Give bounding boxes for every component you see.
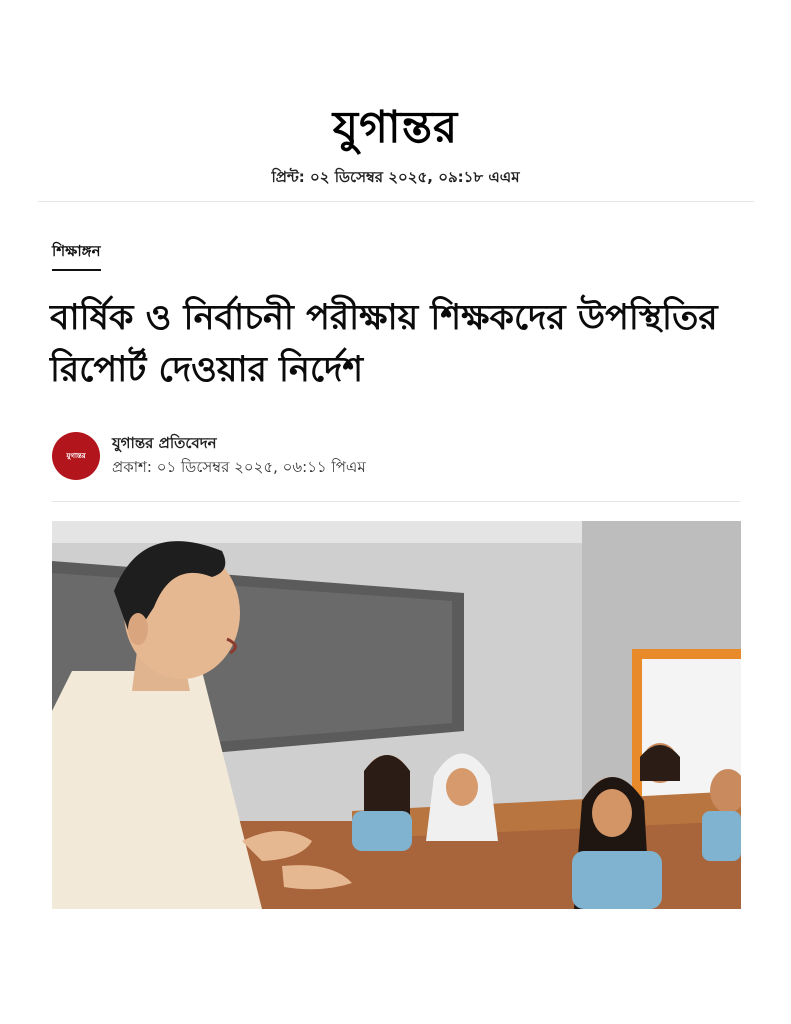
header-divider — [38, 201, 754, 202]
article-headline: বার্ষিক ও নির্বাচনী পরীক্ষায় শিক্ষকদের উপস্থিতির রিপোর্ট দেওয়ার নির্দেশ — [50, 298, 718, 390]
author-avatar — [52, 432, 100, 480]
avatar-logo-text: যুগান্তর — [66, 452, 86, 460]
byline — [52, 430, 742, 482]
article-hero-image — [52, 521, 741, 909]
site-logo[interactable]: যুগান্তর — [332, 102, 459, 153]
publish-date: প্রকাশ: ০১ ডিসেম্বর ২০২৫, ০৬:১১ পিএম — [112, 458, 366, 476]
category-link[interactable]: শিক্ষাঙ্গন — [52, 240, 101, 271]
masthead — [0, 100, 791, 156]
print-date: প্রিন্ট: ০২ ডিসেম্বর ২০২৫, ০৯:১৮ এএম — [271, 168, 520, 186]
classroom-illustration — [52, 521, 741, 909]
byline-divider — [52, 501, 740, 502]
author-name[interactable]: যুগান্তর প্রতিবেদন — [112, 434, 217, 452]
